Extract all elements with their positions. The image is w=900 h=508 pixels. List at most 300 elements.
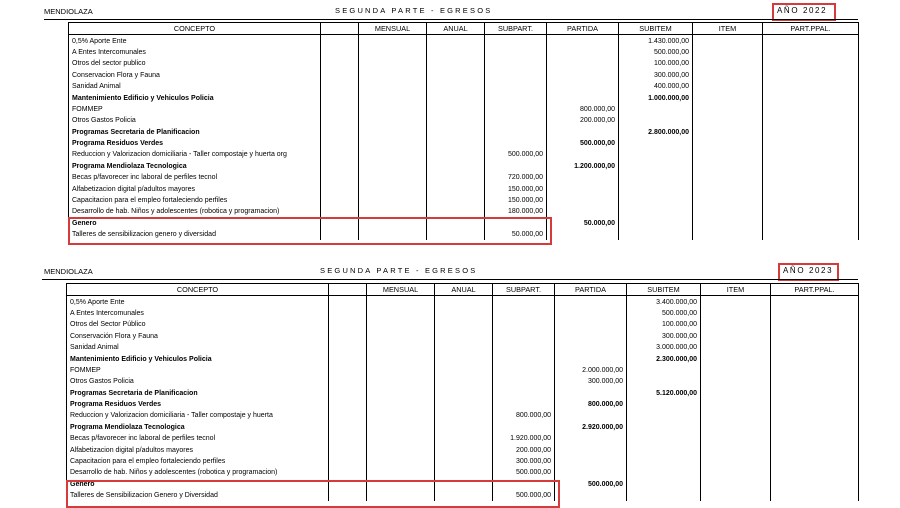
- item-cell: [693, 183, 763, 194]
- item-cell: [701, 319, 771, 330]
- part-ppal-cell: [763, 35, 859, 47]
- subpart-cell: 50.000,00: [485, 229, 547, 240]
- subitem-cell: [627, 444, 701, 455]
- concept-cell: Capacitacion para el empleo fortaleciendo perfiles: [67, 456, 329, 467]
- table-row: [69, 195, 859, 206]
- item-cell: [701, 490, 771, 501]
- subpart-cell: [493, 376, 555, 387]
- subitem-cell: 300.000,00: [627, 331, 701, 342]
- subitem-cell: [627, 422, 701, 433]
- column-header: SUBITEM: [627, 284, 701, 296]
- table-row: [69, 161, 859, 172]
- section-title: SEGUNDA PARTE - EGRESOS: [320, 266, 478, 275]
- item-cell: [693, 58, 763, 69]
- concept-cell: Alfabetizacion digital p/adultos mayores: [67, 444, 329, 455]
- concept-cell: Conservación Flora y Fauna: [67, 331, 329, 342]
- subpart-cell: [485, 115, 547, 126]
- table-row: [69, 115, 859, 126]
- anual-cell: [435, 433, 493, 444]
- concept-cell: Otros Gastos Policia: [69, 115, 321, 126]
- subitem-cell: [627, 490, 701, 501]
- column-header: ANUAL: [435, 284, 493, 296]
- genero-highlight-box: [66, 480, 560, 508]
- blank-cell: [329, 467, 367, 478]
- anual-cell: [427, 149, 485, 160]
- partida-cell: [555, 296, 627, 308]
- concept-cell: Becas p/favorecer inc laboral de perfiles tecnol: [69, 172, 321, 183]
- part-ppal-cell: [763, 161, 859, 172]
- subitem-cell: [619, 138, 693, 149]
- anual-cell: [427, 195, 485, 206]
- anual-cell: [427, 104, 485, 115]
- partida-cell: [555, 308, 627, 319]
- item-cell: [701, 399, 771, 410]
- subitem-cell: [619, 104, 693, 115]
- table-row: [69, 206, 859, 217]
- concept-cell: Programa Mendiolaza Tecnologica: [67, 422, 329, 433]
- mensual-cell: [359, 149, 427, 160]
- part-ppal-cell: [771, 422, 859, 433]
- item-cell: [701, 376, 771, 387]
- partida-cell: 200.000,00: [547, 115, 619, 126]
- concept-cell: FOMMEP: [69, 104, 321, 115]
- concept-cell: Reduccion y Valorizacion domiciliaria - Taller compostaje y huerta: [67, 410, 329, 421]
- subitem-cell: 2.800.000,00: [619, 127, 693, 138]
- item-cell: [701, 353, 771, 364]
- concept-cell: Mantenimiento Edificio y Vehiculos Policia: [67, 353, 329, 364]
- mensual-cell: [367, 422, 435, 433]
- anual-cell: [427, 58, 485, 69]
- blank-cell: [321, 183, 359, 194]
- concept-cell: Programas Secretaria de Planificacion: [67, 388, 329, 399]
- subitem-cell: 400.000,00: [619, 81, 693, 92]
- subpart-cell: 200.000,00: [493, 444, 555, 455]
- subpart-cell: [485, 104, 547, 115]
- blank-cell: [329, 456, 367, 467]
- anual-cell: [427, 47, 485, 58]
- subpart-cell: [493, 342, 555, 353]
- item-cell: [693, 229, 763, 240]
- item-cell: [693, 206, 763, 217]
- blank-cell: [321, 81, 359, 92]
- blank-cell: [321, 35, 359, 47]
- anual-cell: [427, 183, 485, 194]
- partida-cell: [547, 70, 619, 81]
- subitem-cell: 1.000.000,00: [619, 92, 693, 103]
- mensual-cell: [367, 319, 435, 330]
- table-row: [69, 127, 859, 138]
- subitem-cell: [627, 399, 701, 410]
- part-ppal-cell: [771, 399, 859, 410]
- column-header: [321, 23, 359, 35]
- concept-cell: Programas Secretaria de Planificacion: [69, 127, 321, 138]
- subitem-cell: [619, 115, 693, 126]
- partida-cell: 1.200.000,00: [547, 161, 619, 172]
- partida-cell: [555, 467, 627, 478]
- column-header: CONCEPTO: [67, 284, 329, 296]
- item-cell: [693, 218, 763, 229]
- anual-cell: [435, 308, 493, 319]
- partida-cell: [555, 319, 627, 330]
- mensual-cell: [359, 47, 427, 58]
- part-ppal-cell: [763, 149, 859, 160]
- subitem-cell: [619, 218, 693, 229]
- part-ppal-cell: [763, 229, 859, 240]
- column-header: [329, 284, 367, 296]
- table-row: [69, 183, 859, 194]
- part-ppal-cell: [771, 353, 859, 364]
- mensual-cell: [367, 456, 435, 467]
- concept-cell: A Entes Intercomunales: [67, 308, 329, 319]
- table-row: [69, 47, 859, 58]
- table-row: [69, 138, 859, 149]
- mensual-cell: [359, 58, 427, 69]
- part-ppal-cell: [771, 444, 859, 455]
- anual-cell: [435, 331, 493, 342]
- concept-cell: Becas p/favorecer inc laboral de perfiles tecnol: [67, 433, 329, 444]
- subitem-cell: [619, 161, 693, 172]
- item-cell: [701, 388, 771, 399]
- concept-cell: 0,5% Aporte Ente: [67, 296, 329, 308]
- concept-cell: Sanidad Animal: [67, 342, 329, 353]
- subpart-cell: [493, 296, 555, 308]
- mensual-cell: [367, 399, 435, 410]
- item-cell: [701, 365, 771, 376]
- partida-cell: [547, 229, 619, 240]
- table-row: [67, 399, 859, 410]
- anual-cell: [427, 172, 485, 183]
- table-row: [67, 308, 859, 319]
- blank-cell: [329, 422, 367, 433]
- concept-cell: Programa Residuos Verdes: [67, 399, 329, 410]
- concept-cell: Reduccion y Valorizacion domiciliaria - Taller compostaje y huerta org: [69, 149, 321, 160]
- part-ppal-cell: [771, 308, 859, 319]
- subitem-cell: 300.000,00: [619, 70, 693, 81]
- blank-cell: [329, 331, 367, 342]
- blank-cell: [321, 47, 359, 58]
- blank-cell: [329, 433, 367, 444]
- subpart-cell: 500.000,00: [493, 490, 555, 501]
- part-ppal-cell: [771, 319, 859, 330]
- partida-cell: 500.000,00: [555, 479, 627, 490]
- subitem-cell: [627, 376, 701, 387]
- partida-cell: [555, 331, 627, 342]
- subpart-cell: [485, 58, 547, 69]
- subpart-cell: 180.000,00: [485, 206, 547, 217]
- org-name: MENDIOLAZA: [44, 267, 93, 276]
- subitem-cell: 500.000,00: [619, 47, 693, 58]
- concept-cell: FOMMEP: [67, 365, 329, 376]
- part-ppal-cell: [763, 104, 859, 115]
- subpart-cell: 300.000,00: [493, 456, 555, 467]
- subitem-cell: [619, 183, 693, 194]
- mensual-cell: [359, 183, 427, 194]
- subpart-cell: [493, 422, 555, 433]
- subitem-cell: [627, 365, 701, 376]
- part-ppal-cell: [771, 467, 859, 478]
- table-row: [67, 342, 859, 353]
- partida-cell: [555, 410, 627, 421]
- subpart-cell: [485, 81, 547, 92]
- mensual-cell: [359, 35, 427, 47]
- anual-cell: [435, 342, 493, 353]
- item-cell: [701, 422, 771, 433]
- anual-cell: [427, 161, 485, 172]
- part-ppal-cell: [771, 388, 859, 399]
- partida-cell: 2.000.000,00: [555, 365, 627, 376]
- concept-cell: Otros Gastos Policia: [67, 376, 329, 387]
- item-cell: [701, 410, 771, 421]
- item-cell: [693, 138, 763, 149]
- budget-table: [68, 22, 859, 240]
- table-row: [67, 467, 859, 478]
- subpart-cell: [485, 161, 547, 172]
- blank-cell: [329, 308, 367, 319]
- table-row: [67, 353, 859, 364]
- anual-cell: [435, 410, 493, 421]
- blank-cell: [329, 342, 367, 353]
- subitem-cell: [619, 172, 693, 183]
- column-header: PARTIDA: [547, 23, 619, 35]
- item-cell: [693, 92, 763, 103]
- table-row: [69, 172, 859, 183]
- year-label: AÑO 2023: [783, 266, 834, 275]
- mensual-cell: [359, 92, 427, 103]
- concept-cell: Talleres de Sensibilizacion Genero y Diversidad: [67, 490, 329, 501]
- partida-cell: [547, 47, 619, 58]
- column-header: PARTIDA: [555, 284, 627, 296]
- anual-cell: [435, 376, 493, 387]
- subitem-cell: 1.430.000,00: [619, 35, 693, 47]
- item-cell: [693, 104, 763, 115]
- item-cell: [693, 149, 763, 160]
- subpart-cell: [485, 138, 547, 149]
- mensual-cell: [367, 296, 435, 308]
- partida-cell: [555, 490, 627, 501]
- blank-cell: [329, 365, 367, 376]
- item-cell: [701, 467, 771, 478]
- column-header: PART.PPAL.: [763, 23, 859, 35]
- partida-cell: [547, 81, 619, 92]
- anual-cell: [427, 115, 485, 126]
- subpart-cell: [493, 319, 555, 330]
- blank-cell: [321, 104, 359, 115]
- subitem-cell: [619, 229, 693, 240]
- column-header: PART.PPAL.: [771, 284, 859, 296]
- table-row: [69, 35, 859, 47]
- blank-cell: [329, 296, 367, 308]
- item-cell: [701, 308, 771, 319]
- item-cell: [701, 433, 771, 444]
- mensual-cell: [367, 308, 435, 319]
- part-ppal-cell: [771, 490, 859, 501]
- genero-highlight-box: [68, 217, 552, 245]
- mensual-cell: [367, 342, 435, 353]
- concept-cell: Mantenimiento Edificio y Vehiculos Policia: [69, 92, 321, 103]
- part-ppal-cell: [771, 365, 859, 376]
- subitem-cell: [627, 433, 701, 444]
- part-ppal-cell: [763, 206, 859, 217]
- table-row: [69, 92, 859, 103]
- item-cell: [701, 296, 771, 308]
- anual-cell: [427, 206, 485, 217]
- subpart-cell: 500.000,00: [493, 467, 555, 478]
- table-row: [67, 433, 859, 444]
- column-header: ITEM: [693, 23, 763, 35]
- part-ppal-cell: [763, 195, 859, 206]
- anual-cell: [435, 388, 493, 399]
- blank-cell: [321, 58, 359, 69]
- anual-cell: [435, 467, 493, 478]
- mensual-cell: [359, 104, 427, 115]
- partida-cell: 800.000,00: [547, 104, 619, 115]
- mensual-cell: [359, 195, 427, 206]
- table-row: [67, 388, 859, 399]
- partida-cell: [555, 433, 627, 444]
- table-row: [67, 365, 859, 376]
- budget-section-2022: [0, 0, 900, 250]
- mensual-cell: [359, 81, 427, 92]
- part-ppal-cell: [763, 92, 859, 103]
- header-rule: [44, 19, 858, 20]
- section-title: SEGUNDA PARTE - EGRESOS: [335, 6, 493, 15]
- concept-cell: Sanidad Animal: [69, 81, 321, 92]
- anual-cell: [435, 444, 493, 455]
- partida-cell: 2.920.000,00: [555, 422, 627, 433]
- item-cell: [693, 35, 763, 47]
- partida-cell: [555, 444, 627, 455]
- budget-table: [66, 283, 859, 501]
- partida-cell: 50.000,00: [547, 218, 619, 229]
- blank-cell: [321, 206, 359, 217]
- partida-cell: [547, 183, 619, 194]
- blank-cell: [321, 127, 359, 138]
- partida-cell: [547, 35, 619, 47]
- partida-cell: [547, 58, 619, 69]
- partida-cell: [555, 342, 627, 353]
- part-ppal-cell: [771, 376, 859, 387]
- item-cell: [701, 342, 771, 353]
- item-cell: [693, 127, 763, 138]
- subpart-cell: 500.000,00: [485, 149, 547, 160]
- part-ppal-cell: [771, 456, 859, 467]
- blank-cell: [329, 353, 367, 364]
- subpart-cell: [485, 35, 547, 47]
- blank-cell: [321, 149, 359, 160]
- blank-cell: [329, 388, 367, 399]
- item-cell: [701, 456, 771, 467]
- part-ppal-cell: [763, 172, 859, 183]
- partida-cell: [555, 353, 627, 364]
- table-row: [69, 104, 859, 115]
- subpart-cell: [493, 399, 555, 410]
- subpart-cell: 720.000,00: [485, 172, 547, 183]
- part-ppal-cell: [771, 331, 859, 342]
- subitem-cell: [627, 467, 701, 478]
- subpart-cell: 150.000,00: [485, 183, 547, 194]
- subitem-cell: 5.120.000,00: [627, 388, 701, 399]
- subitem-cell: [627, 479, 701, 490]
- mensual-cell: [367, 410, 435, 421]
- concept-cell: Alfabetizacion digital p/adultos mayores: [69, 183, 321, 194]
- subitem-cell: 500.000,00: [627, 308, 701, 319]
- blank-cell: [321, 115, 359, 126]
- subitem-cell: [619, 195, 693, 206]
- mensual-cell: [367, 444, 435, 455]
- item-cell: [693, 195, 763, 206]
- part-ppal-cell: [763, 138, 859, 149]
- header-rule: [42, 279, 858, 280]
- concept-cell: Capacitacion para el empleo fortaleciendo perfiles: [69, 195, 321, 206]
- subpart-cell: 800.000,00: [493, 410, 555, 421]
- anual-cell: [435, 456, 493, 467]
- part-ppal-cell: [763, 183, 859, 194]
- table-row: [69, 81, 859, 92]
- table-row: [69, 70, 859, 81]
- partida-cell: [555, 456, 627, 467]
- blank-cell: [321, 195, 359, 206]
- column-header: ANUAL: [427, 23, 485, 35]
- subpart-cell: 1.920.000,00: [493, 433, 555, 444]
- mensual-cell: [359, 127, 427, 138]
- part-ppal-cell: [771, 410, 859, 421]
- mensual-cell: [359, 70, 427, 81]
- subpart-cell: [493, 308, 555, 319]
- column-header: SUBPART.: [485, 23, 547, 35]
- concept-cell: Programa Residuos Verdes: [69, 138, 321, 149]
- blank-cell: [321, 172, 359, 183]
- blank-cell: [329, 376, 367, 387]
- item-cell: [693, 161, 763, 172]
- mensual-cell: [367, 467, 435, 478]
- blank-cell: [329, 319, 367, 330]
- subpart-cell: [493, 388, 555, 399]
- anual-cell: [427, 127, 485, 138]
- partida-cell: [547, 206, 619, 217]
- table-row: [67, 331, 859, 342]
- mensual-cell: [367, 353, 435, 364]
- mensual-cell: [367, 365, 435, 376]
- item-cell: [701, 479, 771, 490]
- column-header: SUBPART.: [493, 284, 555, 296]
- item-cell: [693, 70, 763, 81]
- budget-section-2023: [0, 260, 900, 506]
- partida-cell: [555, 388, 627, 399]
- mensual-cell: [367, 388, 435, 399]
- subitem-cell: [619, 206, 693, 217]
- blank-cell: [321, 70, 359, 81]
- year-label: AÑO 2022: [777, 6, 828, 15]
- anual-cell: [435, 296, 493, 308]
- table-row: [67, 410, 859, 421]
- part-ppal-cell: [763, 218, 859, 229]
- subitem-cell: 100.000,00: [627, 319, 701, 330]
- concept-cell: Genero: [69, 218, 321, 229]
- column-header: ITEM: [701, 284, 771, 296]
- concept-cell: Desarrollo de hab. Niños y adolescentes (robotica y programacion): [69, 206, 321, 217]
- part-ppal-cell: [771, 433, 859, 444]
- item-cell: [693, 115, 763, 126]
- subitem-cell: 100.000,00: [619, 58, 693, 69]
- concept-cell: Otros del Sector Público: [67, 319, 329, 330]
- partida-cell: 800.000,00: [555, 399, 627, 410]
- anual-cell: [427, 35, 485, 47]
- subitem-cell: 3.000.000,00: [627, 342, 701, 353]
- table-row: [69, 58, 859, 69]
- mensual-cell: [359, 172, 427, 183]
- anual-cell: [435, 365, 493, 376]
- part-ppal-cell: [763, 115, 859, 126]
